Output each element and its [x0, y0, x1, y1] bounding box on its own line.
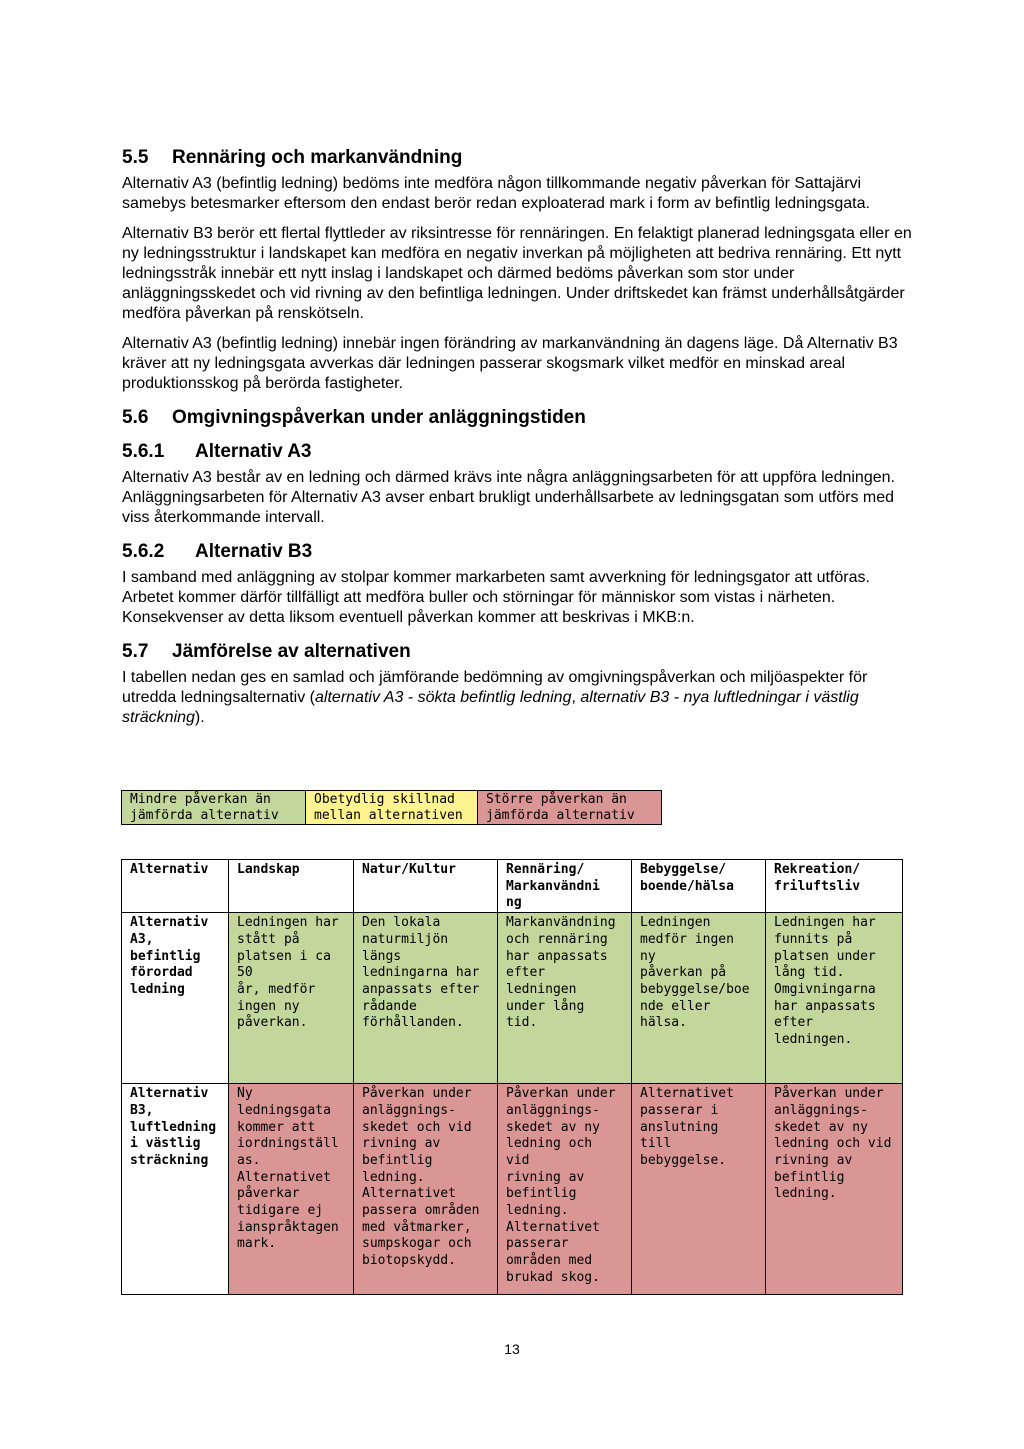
- color-legend: [121, 790, 662, 825]
- column-header: Bebyggelse/ boende/hälsa: [632, 860, 766, 913]
- italic-alt-a3: alternativ A3 - sökta befintlig ledning: [315, 689, 572, 706]
- section-number: 5.6.2: [122, 541, 165, 562]
- separator: ,: [571, 689, 581, 706]
- table-row: [122, 913, 903, 1084]
- table-cell: Ledningen medför ingen ny påverkan på bebyggelse/boe nde eller hälsa.: [632, 913, 766, 1084]
- table-row: [122, 1084, 903, 1295]
- column-header: Natur/Kultur: [354, 860, 498, 913]
- paragraph: Alternativ A3 (befintlig ledning) innebär ingen förändring av markanvändning än dagens läge. Då Alternativ B3 kräver att ny ledningsgata avverkas där ledningen passerar skogsmark vilket medför en minskad areal produktionsskog på berörda fastigheter.: [122, 335, 898, 392]
- section-title: Jämförelse av alternativen: [172, 641, 411, 662]
- table-header-row: [122, 860, 903, 913]
- section-title: Rennäring och markanvändning: [172, 147, 463, 168]
- column-header: Landskap: [229, 860, 354, 913]
- section-number: 5.6: [122, 407, 149, 428]
- paragraph: Alternativ A3 består av en ledning och därmed krävs inte några anläggningsarbeten för att uppföra ledningen. Anläggningsarbeten för Alternativ A3 avser enbart brukligt underhållsarbete av ledningsgatan som utförs med viss återkommande intervall.: [122, 469, 895, 526]
- section-title: Omgivningspåverkan under anläggningstiden: [172, 407, 586, 428]
- section-title: Alternativ A3: [195, 441, 312, 462]
- comparison-table: [121, 859, 903, 1295]
- table-cell: Påverkan under anläggnings- skedet av ny ledning och vid rivning av befintlig ledning.: [766, 1084, 903, 1295]
- section-title: Alternativ B3: [195, 541, 313, 562]
- section-heading-5-5: [122, 146, 912, 170]
- table-cell: Ledningen har stått på platsen i ca 50 år, medför ingen ny påverkan.: [229, 913, 354, 1084]
- column-header: Rekreation/ friluftsliv: [766, 860, 903, 913]
- table-cell: Ny ledningsgata kommer att iordningställas. Alternativet påverkar tidigare ej ianspråktagen mark.: [229, 1084, 354, 1295]
- section-heading-5-6-2: [122, 540, 912, 564]
- column-header: Rennäring/ Markanvändni ng: [498, 860, 632, 913]
- page-content: [122, 146, 912, 728]
- section-number: 5.5: [122, 147, 149, 168]
- intro-text: I tabellen nedan ges en samlad och jämförande bedömning av omgivningspåverkan och miljöaspekter för utredda ledningsalternativ (: [122, 669, 868, 706]
- section-number: 5.6.1: [122, 441, 165, 462]
- paragraph: Alternativ B3 berör ett flertal flyttleder av riksintresse för rennäringen. En felaktigt planerad ledningsgata eller en ny ledningsstruktur i landskapet kan medföra en negativ inverkan på möjligheten att bedriva rennäring. Ett nytt ledningsstråk innebär ett nytt inslag i landskapet och därmed bedöms påverkan som stor under anläggningsskedet och vid rivning av den befintliga ledningen. Under driftskedet kan främst underhållsåtgärder medföra påverkan på renskötseln.: [122, 225, 912, 322]
- table-cell: Ledningen har funnits på platsen under lång tid. Omgivningarna har anpassats efter ledningen.: [766, 913, 903, 1084]
- table-cell: Påverkan under anläggnings- skedet av ny ledning och vid rivning av befintlig ledning. Alternativet passerar områden med brukad skog.: [498, 1084, 632, 1295]
- table-cell: Påverkan under anläggnings- skedet och vid rivning av befintlig ledning. Alternativet passera områden med våtmarker, sumpskogar och biotopskydd.: [354, 1084, 498, 1295]
- table-cell: Den lokala naturmiljön längs ledningarna har anpassats efter rådande förhållanden.: [354, 913, 498, 1084]
- row-header: Alternativ A3, befintlig förordad ledning: [122, 913, 229, 1084]
- section-heading-5-6: [122, 406, 912, 430]
- italic-alt-b3: alternativ B3 - nya luftledningar i västlig sträckning: [122, 689, 859, 726]
- legend-item-less-impact: Mindre påverkan än jämförda alternativ: [122, 791, 306, 825]
- page-number: 13: [504, 1341, 520, 1357]
- section-number: 5.7: [122, 641, 149, 662]
- row-header: Alternativ B3, luftledning i västlig sträckning: [122, 1084, 229, 1295]
- legend-item-no-difference: Obetydlig skillnad mellan alternativen: [306, 791, 478, 825]
- intro-end: ).: [194, 709, 205, 726]
- table-cell: Alternativet passerar i anslutning till bebyggelse.: [632, 1084, 766, 1295]
- section-heading-5-7: [122, 640, 912, 664]
- paragraph: I samband med anläggning av stolpar kommer markarbeten samt avverkning för ledningsgator att utföras. Arbetet kommer därför tillfälligt att medföra buller och störningar för människor som vistas i närheten. Konsekvenser av detta liksom eventuell påverkan kommer att beskrivas i MKB:n.: [122, 569, 870, 626]
- section-heading-5-6-1: [122, 440, 912, 464]
- paragraph: Alternativ A3 (befintlig ledning) bedöms inte medföra någon tillkommande negativ påverkan för Sattajärvi samebys betesmarker eftersom den endast berör redan exploaterad mark i form av befintlig ledningsgata.: [122, 175, 870, 212]
- table-cell: Markanvändning och rennäring har anpassats efter ledningen under lång tid.: [498, 913, 632, 1084]
- paragraph-intro: [122, 668, 912, 728]
- column-header: Alternativ: [122, 860, 229, 913]
- legend-item-more-impact: Större påverkan än jämförda alternativ: [478, 791, 662, 825]
